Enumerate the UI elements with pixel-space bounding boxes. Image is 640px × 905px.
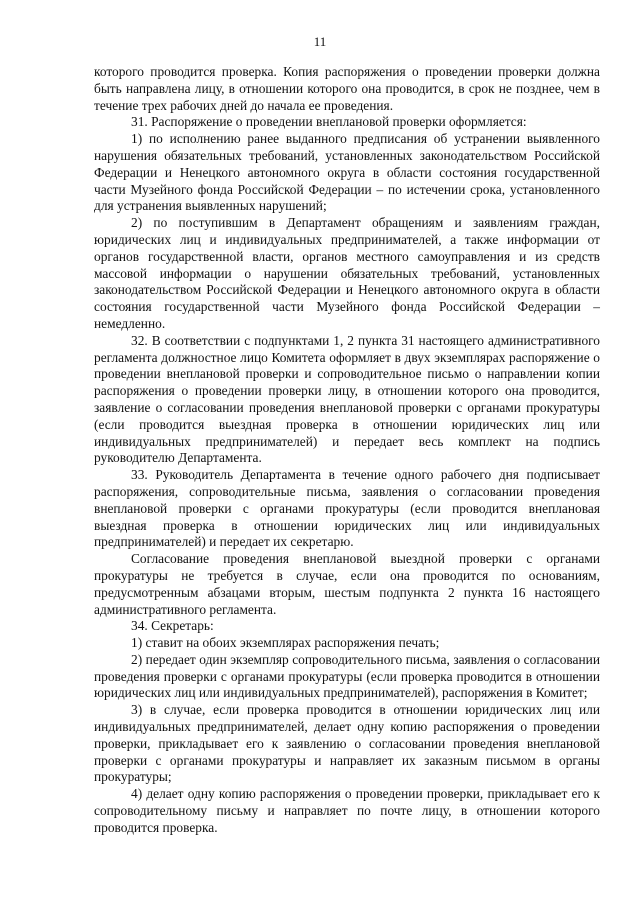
paragraph-32: 32. В соответствии с подпунктами 1, 2 пункта 31 настоящего административного регламента должностное лицо Комитета оформляет в двух экземплярах распоряжение о проведении внеплановой проверки и сопроводительное письмо о направлении копии распоряжения о проведении проверки лицу, в отношении которого она проводится, заявление о согласовании проведения внеплановой проверки с органами прокуратуры (если проводится выездная проверка в отношении юридических лиц или индивидуальных предпринимателей) и передает весь комплект на подпись руководителю Департамента. — [94, 332, 600, 466]
paragraph-continuation: которого проводится проверка. Копия распоряжения о проведении проверки должна быть направлена лицу, в отношении которого она проводится, в срок не позднее, чем в течение трех рабочих дней до начала ее проведения. — [94, 64, 600, 113]
paragraph-34-item-1: 1) ставит на обоих экземплярах распоряжения печать; — [131, 635, 440, 651]
paragraph-34-item-4: 4) делает одну копию распоряжения о проведении проверки, прикладывает его к сопроводительному письму и направляет по почте лицу, в отношении которого проводится проверка. — [94, 786, 600, 835]
paragraph-31-item-1: 1) по исполнению ранее выданного предписания об устранении выявленного нарушения обязательных требований, установленных законодательством Российской Федерации и Ненецкого автономного округа в области состояния государственной части Музейного фонда Российской Федерации – по истечении срока, установленного для устранения выявленных нарушений; — [94, 131, 600, 214]
paragraph-31-heading: 31. Распоряжение о проведении внеплановой проверки оформляется: — [131, 114, 527, 130]
page-number: 11 — [313, 34, 327, 49]
paragraph-31-item-2: 2) по поступившим в Департамент обращениям и заявлениям граждан, юридических лиц и индивидуальных предпринимателей, а также информации от органов государственной власти, органов местного самоуправления и из средств массовой информации о нарушении обязательных требований, установленных законодательством Российской Федерации и Ненецкого автономного округа в области состояния государственной части Музейного фонда Российской Федерации – немедленно. — [94, 215, 600, 331]
paragraph-33: 33. Руководитель Департамента в течение одного рабочего дня подписывает распоряжения, сопроводительные письма, заявления о согласовании проведения внеплановой проверки с органами прокуратуры (если проводится внеплановая выездная проверка в отношении юридических лиц или индивидуальных предпринимателей) и передает их секретарю. — [94, 467, 600, 550]
paragraph-34-heading: 34. Секретарь: — [131, 618, 214, 634]
paragraph-33-note: Согласование проведения внеплановой выездной проверки с органами прокуратуры не требуется в случае, если она проводится по основаниям, предусмотренным абзацами вторым, шестым подпункта 2 пункта 16 настоящего административного регламента. — [94, 551, 600, 617]
document-body — [94, 64, 600, 837]
paragraph-34-item-3: 3) в случае, если проверка проводится в отношении юридических лиц или индивидуальных предпринимателей, делает одну копию распоряжения о проведении проверки, прикладывает его к заявлению о согласовании проведения внеплановой проверки с органами прокуратуры и направляет их заказным письмом в органы прокуратуры; — [94, 702, 600, 785]
paragraph-34-item-2: 2) передает один экземпляр сопроводительного письма, заявления о согласовании проведения проверки с органами прокуратуры (если проверка проводится в отношении юридических лиц или индивидуальных предпринимателей), распоряжения в Комитет; — [94, 651, 600, 701]
